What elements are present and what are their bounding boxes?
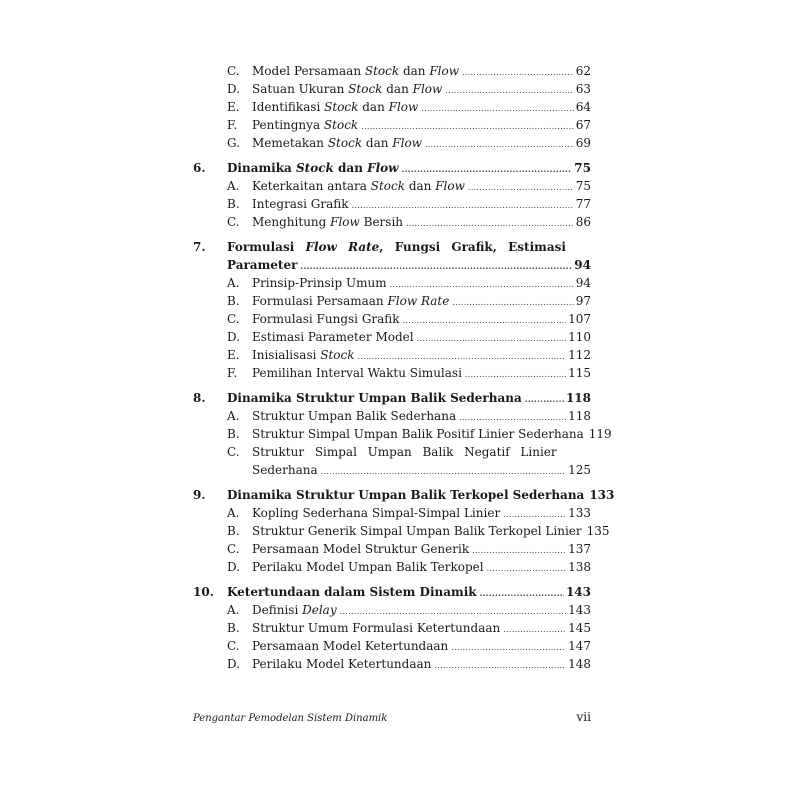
entry-letter: F.	[227, 366, 238, 380]
page-number: 148	[568, 657, 591, 671]
table-of-contents	[193, 62, 615, 673]
page-number: 147	[568, 639, 591, 653]
page-number: 107	[568, 312, 591, 326]
entry-title: Inisialisasi Stock	[252, 348, 355, 362]
dot-leader	[468, 179, 574, 197]
entry-title: Struktur Umpan Balik Sederhana	[252, 409, 457, 423]
chapter-number: 7.	[193, 240, 206, 254]
entry-letter: B.	[227, 197, 240, 211]
entry-title: Dinamika Struktur Umpan Balik Terkopel Sederhana	[227, 488, 585, 502]
toc-chapter	[193, 486, 615, 504]
entry-title: Prinsip-Prinsip Umum	[252, 276, 387, 290]
dot-leader	[406, 215, 574, 233]
dot-leader	[462, 64, 574, 82]
page-number: 64	[575, 100, 591, 114]
entry-letter: B.	[227, 621, 240, 635]
entry-title: Satuan Ukuran Stock dan Flow	[252, 82, 443, 96]
toc-subentry	[193, 274, 591, 292]
entry-letter: C.	[227, 445, 240, 459]
toc-subentry	[193, 364, 591, 382]
entry-letter: B.	[227, 427, 240, 441]
footer-book-title: Pengantar Pemodelan Sistem Dinamik	[193, 713, 388, 724]
toc-subentry	[193, 443, 591, 461]
entry-title: Parameter	[227, 258, 298, 272]
page-number: 118	[565, 391, 591, 405]
page-number: 115	[568, 366, 591, 380]
entry-letter: A.	[227, 506, 240, 520]
entry-letter: A.	[227, 276, 240, 290]
entry-title: Formulasi Persamaan Flow Rate	[252, 294, 450, 308]
toc-chapter-cont	[193, 256, 591, 274]
dot-leader	[525, 390, 564, 408]
toc-chapter	[193, 238, 591, 256]
entry-title: Dinamika Stock dan Flow	[227, 161, 399, 175]
chapter-number: 8.	[193, 391, 206, 405]
dot-leader	[465, 366, 566, 384]
entry-title: Keterkaitan antara Stock dan Flow	[252, 179, 465, 193]
entry-title: Kopling Sederhana Simpal-Simpal Linier	[252, 506, 501, 520]
footer-page-number: vii	[576, 710, 591, 724]
entry-title: Definisi Delay	[252, 603, 337, 617]
entry-letter: C.	[227, 215, 240, 229]
toc-subentry	[193, 195, 591, 213]
chapter-number: 6.	[193, 161, 206, 175]
page-number: 110	[568, 330, 591, 344]
dot-leader	[403, 312, 567, 330]
dot-leader	[434, 657, 566, 675]
entry-title: Integrasi Grafik	[252, 197, 349, 211]
page-number: 75	[574, 161, 591, 175]
entry-title: Persamaan Model Struktur Generik	[252, 542, 470, 556]
entry-title: Pentingnya Stock	[252, 118, 359, 132]
page-number: 135	[586, 524, 610, 538]
dot-leader	[402, 160, 573, 178]
page-number: 97	[575, 294, 591, 308]
page-number: 69	[575, 136, 591, 150]
page-number: 133	[589, 488, 615, 502]
page-number: 67	[575, 118, 591, 132]
toc-chapter	[193, 389, 591, 407]
toc-chapter	[193, 583, 591, 601]
dot-leader	[472, 542, 566, 560]
entry-title: Struktur Generik Simpal Umpan Balik Terkopel Linier	[252, 524, 582, 538]
entry-title: Model Persamaan Stock dan Flow	[252, 64, 460, 78]
entry-letter: C.	[227, 639, 240, 653]
toc-subentry	[193, 80, 591, 98]
toc-subentry	[193, 346, 591, 364]
page-number: 77	[575, 197, 591, 211]
entry-title: Dinamika Struktur Umpan Balik Sederhana	[227, 391, 522, 405]
toc-subentry	[193, 407, 591, 425]
chapter-title: Formulasi Flow Rate, Fungsi Grafik, Estimasi	[227, 240, 566, 254]
dot-leader	[421, 100, 573, 118]
dot-leader	[300, 257, 572, 275]
entry-letter: C.	[227, 542, 240, 556]
chapter-number: 10.	[193, 585, 214, 599]
entry-letter: D.	[227, 82, 241, 96]
page-number: 119	[588, 427, 612, 441]
toc-subentry	[193, 134, 591, 152]
page-number: 145	[568, 621, 591, 635]
toc-subentry	[193, 619, 591, 637]
dot-leader	[452, 294, 573, 312]
dot-leader	[487, 560, 566, 578]
toc-subentry	[193, 522, 610, 540]
page-number: 143	[565, 585, 591, 599]
dot-leader	[451, 639, 566, 657]
toc-chapter	[193, 159, 591, 177]
toc-subentry	[193, 425, 612, 443]
toc-subentry	[193, 213, 591, 231]
page-number: 62	[575, 64, 591, 78]
entry-letter: D.	[227, 560, 241, 574]
chapter-number: 9.	[193, 488, 206, 502]
dot-leader	[321, 463, 566, 481]
toc-subentry	[193, 504, 591, 522]
toc-subentry	[193, 292, 591, 310]
entry-title: Struktur Simpal Umpan Balik Negatif Linier	[252, 445, 557, 459]
entry-letter: A.	[227, 409, 240, 423]
page-number: 125	[568, 463, 591, 477]
entry-letter: D.	[227, 330, 241, 344]
toc-subentry	[193, 98, 591, 116]
page-number: 75	[575, 179, 591, 193]
page-number: 94	[575, 276, 591, 290]
dot-leader	[425, 136, 574, 154]
page-number: 133	[568, 506, 591, 520]
toc-subentry	[193, 637, 591, 655]
entry-letter: C.	[227, 64, 240, 78]
dot-leader	[503, 621, 566, 639]
toc-subentry	[193, 116, 591, 134]
page-footer	[193, 710, 591, 724]
entry-letter: B.	[227, 294, 240, 308]
entry-letter: A.	[227, 603, 240, 617]
page-number: 112	[568, 348, 591, 362]
toc-subentry	[193, 310, 591, 328]
entry-title: Sederhana	[252, 463, 318, 477]
dot-leader	[480, 584, 564, 602]
toc-subentry-cont	[193, 461, 591, 479]
entry-title: Menghitung Flow Bersih	[252, 215, 404, 229]
entry-letter: C.	[227, 312, 240, 326]
entry-title: Memetakan Stock dan Flow	[252, 136, 422, 150]
toc-subentry	[193, 177, 591, 195]
toc-subentry	[193, 655, 591, 673]
entry-letter: A.	[227, 179, 240, 193]
entry-letter: D.	[227, 657, 241, 671]
entry-title: Ketertundaan dalam Sistem Dinamik	[227, 585, 477, 599]
entry-title: Struktur Umum Formulasi Ketertundaan	[252, 621, 501, 635]
toc-subentry	[193, 601, 591, 619]
entry-title: Estimasi Parameter Model	[252, 330, 414, 344]
entry-letter: B.	[227, 524, 240, 538]
entry-letter: E.	[227, 348, 240, 362]
page-number: 86	[575, 215, 591, 229]
entry-title: Formulasi Fungsi Grafik	[252, 312, 400, 326]
page-number: 138	[568, 560, 591, 574]
entry-title: Perilaku Model Umpan Balik Terkopel	[252, 560, 484, 574]
entry-title: Persamaan Model Ketertundaan	[252, 639, 449, 653]
entry-letter: G.	[227, 136, 240, 150]
entry-title: Identifikasi Stock dan Flow	[252, 100, 419, 114]
page-number: 143	[568, 603, 591, 617]
toc-subentry	[193, 62, 591, 80]
page-number: 118	[568, 409, 591, 423]
toc-subentry	[193, 558, 591, 576]
page-number: 63	[575, 82, 591, 96]
page-number: 94	[574, 258, 591, 272]
dot-leader	[445, 82, 573, 100]
entry-title: Struktur Simpal Umpan Balik Positif Linier Sederhana	[252, 427, 584, 441]
toc-subentry	[193, 328, 591, 346]
entry-title: Perilaku Model Ketertundaan	[252, 657, 432, 671]
entry-title: Pemilihan Interval Waktu Simulasi	[252, 366, 462, 380]
entry-letter: F.	[227, 118, 238, 132]
dot-leader	[417, 330, 567, 348]
toc-subentry	[193, 540, 591, 558]
page-number: 137	[568, 542, 591, 556]
entry-letter: E.	[227, 100, 240, 114]
